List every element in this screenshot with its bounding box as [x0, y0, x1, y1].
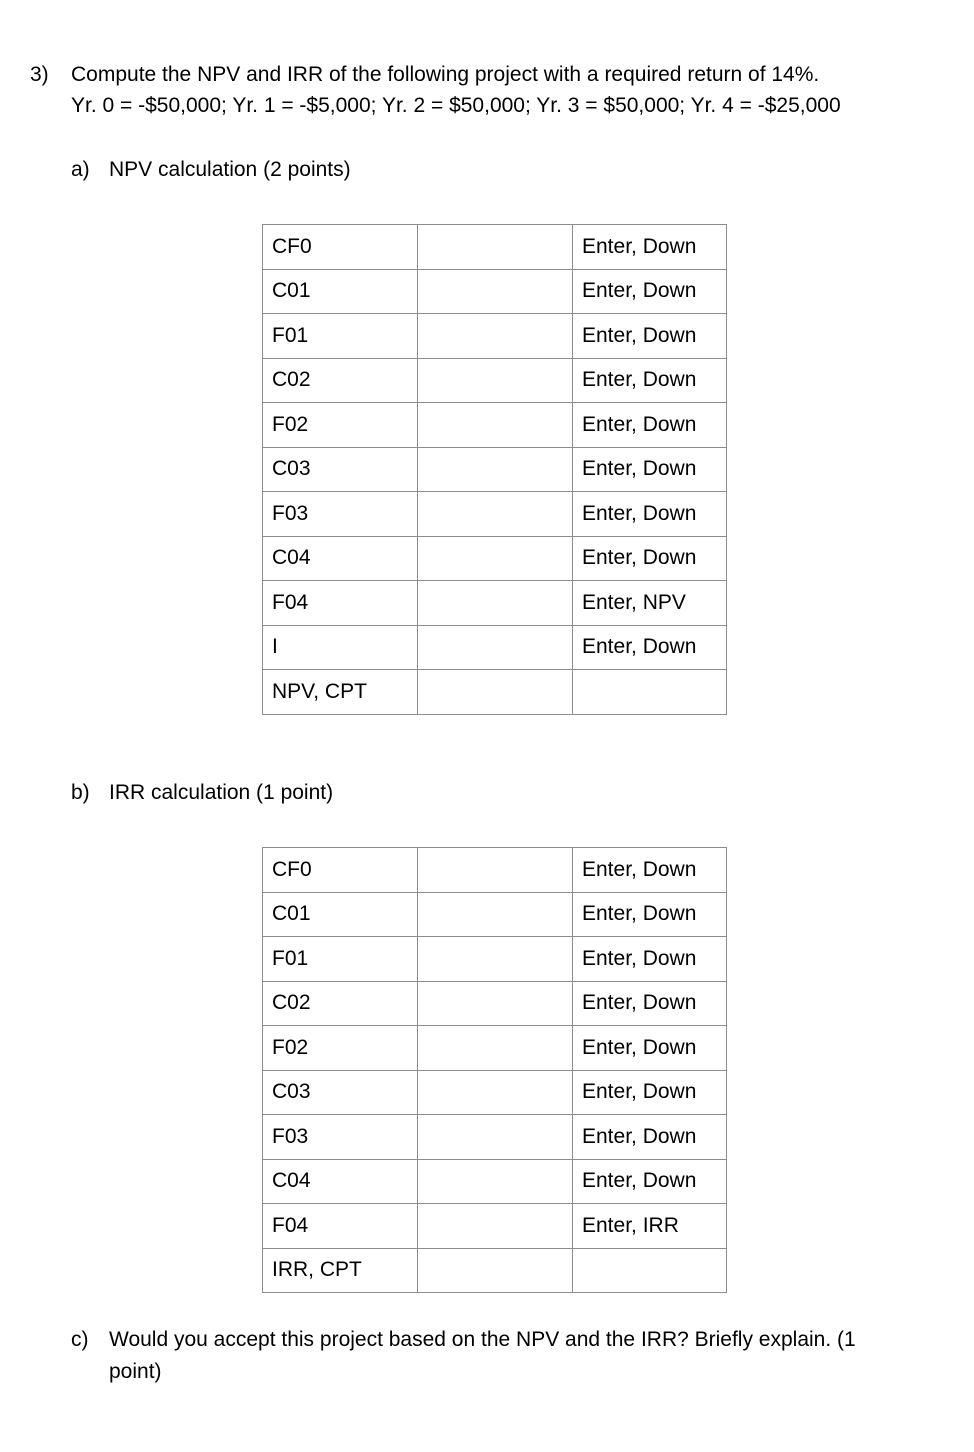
- table-row: [263, 403, 727, 448]
- cash-flow-list: Yr. 0 = -$50,000; Yr. 1 = -$5,000; Yr. 2 = $50,000; Yr. 3 = $50,000; Yr. 4 = -$25,000: [71, 94, 841, 117]
- table-row: [263, 1159, 727, 1204]
- table-row: [263, 536, 727, 581]
- answer-cell[interactable]: [418, 403, 573, 448]
- answer-cell[interactable]: [418, 625, 573, 670]
- part-b-title: IRR calculation (1 point): [109, 781, 334, 804]
- key-cell: F01: [263, 937, 418, 982]
- table-row: [263, 447, 727, 492]
- key-cell: NPV, CPT: [263, 670, 418, 715]
- action-cell: Enter, Down: [573, 358, 727, 403]
- answer-cell[interactable]: [418, 937, 573, 982]
- key-cell: C02: [263, 981, 418, 1026]
- action-cell: Enter, Down: [573, 1159, 727, 1204]
- key-cell: F04: [263, 581, 418, 626]
- answer-cell[interactable]: [418, 1115, 573, 1160]
- action-cell: Enter, Down: [573, 492, 727, 537]
- table-row: [263, 892, 727, 937]
- table-row: [263, 492, 727, 537]
- answer-cell[interactable]: [418, 225, 573, 270]
- key-cell: F01: [263, 314, 418, 359]
- answer-cell[interactable]: [418, 358, 573, 403]
- action-cell: Enter, Down: [573, 1070, 727, 1115]
- key-cell: I: [263, 625, 418, 670]
- answer-cell[interactable]: [418, 981, 573, 1026]
- key-cell: CF0: [263, 848, 418, 893]
- key-cell: F04: [263, 1204, 418, 1249]
- key-cell: F03: [263, 492, 418, 537]
- table-row: [263, 1026, 727, 1071]
- action-cell: Enter, Down: [573, 447, 727, 492]
- answer-cell[interactable]: [418, 269, 573, 314]
- table-row: [263, 937, 727, 982]
- table-row: [263, 625, 727, 670]
- table-row: [263, 1204, 727, 1249]
- answer-cell[interactable]: [418, 670, 573, 715]
- table-row: [263, 981, 727, 1026]
- action-cell: Enter, Down: [573, 1115, 727, 1160]
- answer-cell[interactable]: [418, 581, 573, 626]
- answer-cell[interactable]: [418, 447, 573, 492]
- table-row: [263, 358, 727, 403]
- answer-cell[interactable]: [418, 1070, 573, 1115]
- answer-cell[interactable]: [418, 314, 573, 359]
- part-c-question-continued: point): [109, 1360, 162, 1383]
- key-cell: C01: [263, 892, 418, 937]
- answer-cell[interactable]: [418, 892, 573, 937]
- answer-cell[interactable]: [418, 1159, 573, 1204]
- table-row: [263, 1115, 727, 1160]
- table-row: [263, 314, 727, 359]
- part-c-label: c): [71, 1328, 89, 1351]
- key-cell: F02: [263, 403, 418, 448]
- action-cell: Enter, Down: [573, 937, 727, 982]
- table-row: [263, 225, 727, 270]
- irr-calculation-table: [262, 847, 727, 1293]
- key-cell: F02: [263, 1026, 418, 1071]
- table-row: [263, 848, 727, 893]
- key-cell: C04: [263, 1159, 418, 1204]
- table-row: [263, 1248, 727, 1293]
- action-cell: Enter, Down: [573, 1026, 727, 1071]
- part-a-label: a): [71, 158, 90, 181]
- action-cell: Enter, NPV: [573, 581, 727, 626]
- action-cell: Enter, Down: [573, 403, 727, 448]
- question-text: Compute the NPV and IRR of the following project with a required return of 14%.: [71, 63, 820, 86]
- action-cell: Enter, Down: [573, 892, 727, 937]
- part-c-question: Would you accept this project based on the NPV and the IRR? Briefly explain. (1: [109, 1328, 856, 1351]
- question-number: 3): [30, 63, 49, 86]
- action-cell: Enter, Down: [573, 848, 727, 893]
- action-cell: Enter, Down: [573, 314, 727, 359]
- key-cell: C02: [263, 358, 418, 403]
- answer-cell[interactable]: [418, 1248, 573, 1293]
- action-cell: Enter, Down: [573, 981, 727, 1026]
- key-cell: C03: [263, 1070, 418, 1115]
- action-cell: [573, 1248, 727, 1293]
- action-cell: Enter, Down: [573, 269, 727, 314]
- answer-cell[interactable]: [418, 492, 573, 537]
- action-cell: Enter, IRR: [573, 1204, 727, 1249]
- action-cell: Enter, Down: [573, 625, 727, 670]
- key-cell: C01: [263, 269, 418, 314]
- table-row: [263, 670, 727, 715]
- key-cell: F03: [263, 1115, 418, 1160]
- answer-cell[interactable]: [418, 1204, 573, 1249]
- part-b-label: b): [71, 781, 90, 804]
- action-cell: Enter, Down: [573, 225, 727, 270]
- action-cell: Enter, Down: [573, 536, 727, 581]
- table-row: [263, 581, 727, 626]
- npv-calculation-table: [262, 224, 727, 715]
- answer-cell[interactable]: [418, 1026, 573, 1071]
- answer-cell[interactable]: [418, 536, 573, 581]
- key-cell: C04: [263, 536, 418, 581]
- answer-cell[interactable]: [418, 848, 573, 893]
- part-a-title: NPV calculation (2 points): [109, 158, 351, 181]
- table-row: [263, 1070, 727, 1115]
- action-cell: [573, 670, 727, 715]
- key-cell: IRR, CPT: [263, 1248, 418, 1293]
- key-cell: CF0: [263, 225, 418, 270]
- key-cell: C03: [263, 447, 418, 492]
- table-row: [263, 269, 727, 314]
